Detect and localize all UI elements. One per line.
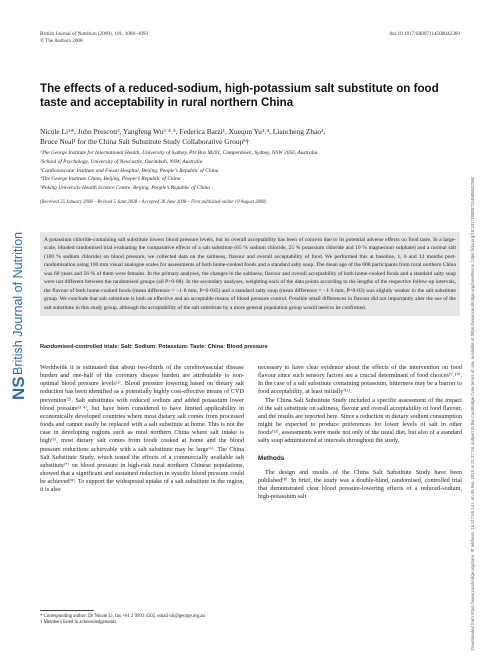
authors-line-2: Bruce Neal¹ for the China Salt Substitute Study Collaborative Group⁵† — [40, 136, 250, 146]
copyright: © The Authors 2008 — [40, 38, 83, 44]
intro-paragraph-cont: necessary to have clear evidence about the effects of the intervention on food flavour since such sensory factors are a crucial determinant of food choices⁽⁹˒¹⁰⁾. In the case of a salt substitute containing potassium, bitterness may be a barrier to food acceptability, at least initially⁽¹¹⁾. — [258, 364, 462, 396]
intro-paragraph: Worldwide it is estimated that about two-thirds of the cerebrovascular disease burden and one-half of the coronary disease burden are attributable to non-optimal blood pressure levels⁽¹⁾. Blood pressure lowering based on dietary salt reduction has been identified as a potentially highly cost-effective means of CVD prevention⁽²⁾. Salt substitutes with reduced sodium and added potassium lower blood pressure⁽³˒⁴⁾, but have been considered to have limited applicability in economically developed countries where most dietary salt comes from processed foods and cannot easily be replaced with a salt substitute at home. This is not the case in developing regions such as rural northern China where salt intake is high⁽⁵⁾, most dietary salt comes from foods cooked at home and the blood pressure reductions achievable with a salt substitute may be large⁽⁶⁾. The China Salt Substitute Study, which tested the effects of a commercially available salt substitute⁽⁷⁾ on blood pressure in high-risk rural northern Chinese populations, showed that a significant and sustained reduction in systolic blood pressure could be achieved⁽⁸⁾. To support the widespread uptake of a salt substitute in the region, it is also — [40, 364, 244, 494]
study-description-paragraph: The China Salt Substitute Study included a specific assessment of the impact of the salt substitute on saltiness, flavour and overall acceptability of food flavour, and the results are reported here. Since a reduction in dietary sodium consumption might be expected to produce preferences for lower levels of salt in other foods⁽¹²⁾, assessments were made not only of the usual diet, but also of a standard salty soup administered at intervals throughout the study. — [258, 396, 462, 445]
authors-line-1: Nicole Li¹*, John Prescott², Yangfeng Wu³˒⁴˒⁵, Federica Barzi¹, Xuequn Yu³˒⁴, Liancheng Zhao³, — [40, 127, 326, 136]
author-list — [40, 127, 460, 146]
received-dates: (Received 25 January 2008 – Revised 5 June 2008 – Accepted 28 June 2008 – First published online 19 August 2008) — [40, 200, 267, 205]
corresponding-author-note: * Corresponding author: Dr Nicole Li, fax +61 2 9993 4502, email nli@george.org.au — [40, 614, 205, 619]
doi[interactable]: doi:10.1017/S0007114508042360 — [389, 31, 460, 37]
keywords: Randomised-controlled trials: Salt: Sodium: Potassium: Taste: China: Blood pressure — [40, 344, 268, 350]
right-column — [258, 364, 462, 501]
ns-logo: NS — [9, 376, 28, 400]
article-title: The effects of a reduced-sodium, high-potassium salt substitute on food taste and acceptability in rural northern China — [40, 82, 439, 109]
affiliation-2: ²School of Psychology, University of Newcastle, Ourimbah, NSW, Australia — [40, 158, 203, 165]
affiliations — [40, 149, 470, 193]
footnote-rule — [40, 610, 94, 611]
affiliation-5: ⁵Peking University Health Science Centre, Beijing, People’s Republic of China — [40, 185, 210, 192]
methods-paragraph: The design and results of the China Salt Substitute Study have been published⁽⁸⁾. In brief, the study was a double-blind, randomised, controlled trial that demonstrated clear blood pressure-lowering effects of a reduced-sodium, high-potassium salt — [258, 468, 462, 501]
journal-name-vertical: British Journal of Nutrition — [11, 231, 25, 375]
footnotes — [40, 614, 340, 626]
abstract: A potassium chloride-containing salt substitute lowers blood pressure levels, but its overall acceptability has been of concern due to its potential adverse effects on food taste. In a large-scale, blinded randomised trial evaluating the comparative effects of a salt substitute (65 % sodium chloride, 25 % potassium chloride and 10 % magnesium sulphate) and a normal salt (100 % sodium chloride) on blood pressure, we collected data on the saltiness, flavour and overall acceptability of food. We performed this at baseline, 1, 6 and 12 months post-randomisation using 100 mm visual analogue scales for assessments of both home-cooked foods and a standard salty soup. The mean age of the 608 participants from rural northern China was 60 years and 56 % of them were females. In the primary analyses, the changes in the saltiness, flavour and overall acceptability of both home-cooked foods and a standard salty soup were not different between the randomised groups (all P>0·08). In the secondary analyses, weighting each of the data points according to the lengths of the respective follow-up intervals, the flavour of both home-cooked foods (mean difference = −1·8 mm, P=0·045) and a standard salty soup (mean difference = −1·9 mm, P=0·03) was slightly weaker in the salt substitute group. We conclude that salt substitute is both an effective and an acceptable means of blood pressure control. Possible small differences in flavour did not importantly alter the use of the salt substitute in this study group, although the acceptability of the salt substitute by a more general population group would need to be confirmed. — [40, 232, 460, 316]
affiliation-1: ¹The George Institute for International Health, University of Sydney, PO Box M201, Camperdown, Sydney, NSW 2050, Australia — [40, 150, 318, 156]
left-column — [40, 364, 244, 495]
journal-citation: British Journal of Nutrition (2009), 101, 1088–1093 — [40, 31, 149, 37]
download-notice[interactable]: Downloaded from https://www.cambridge.org/core. IP address: 18.117.69.141, on 06 Nov 2019 at 21:27:26, subject to the Cambridge Core terms of use, available at https://www.cambridge.org/core/terms. https://doi.org/10.1017/S0007114508042360 — [470, 177, 475, 650]
affiliation-3: ³Cardiovascular Institute and Fuwai Hospital, Beijing, People’s Republic of China — [40, 167, 219, 174]
affiliation-4: ⁴The George Institute China, Beijing, People’s Republic of China — [40, 176, 181, 183]
methods-heading: Methods — [258, 454, 285, 462]
members-note: † Members listed in acknowledgements. — [40, 620, 118, 625]
